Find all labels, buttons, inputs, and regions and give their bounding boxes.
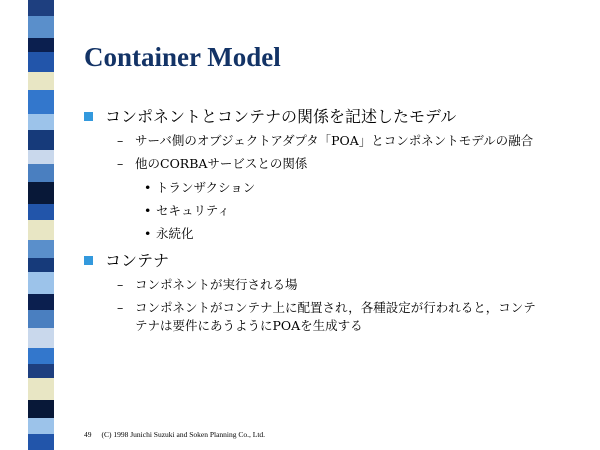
copyright-text: (C) 1998 Junichi Suzuki and Soken Planning Co., Ltd.	[101, 430, 266, 439]
stripe-segment	[28, 204, 54, 220]
stripe-segment	[28, 72, 54, 90]
stripe-segment	[28, 310, 54, 328]
sub-bullet-text: コンポネントがコンテナ上に配置され，各種設定が行われると，コンテ	[135, 300, 536, 315]
sub-bullet-text: サーバ側のオブジェクトアダプタ「POA」とコンポネントモデルの融合	[135, 133, 534, 148]
decorative-stripe	[28, 0, 54, 450]
dash-marker: –	[117, 277, 124, 292]
stripe-segment	[28, 240, 54, 258]
stripe-segment	[28, 182, 54, 204]
stripe-segment	[28, 294, 54, 310]
sub-bullet-deployment	[117, 299, 536, 317]
stripe-segment	[28, 0, 54, 16]
bullet-text: コンポネントとコンテナの関係を記述したモデル	[105, 107, 457, 126]
bullet-container	[84, 251, 169, 271]
square-bullet-icon	[84, 112, 93, 121]
stripe-segment	[28, 90, 54, 114]
dash-marker: –	[117, 133, 124, 148]
sub-sub-bullet-persistence	[144, 225, 194, 243]
page-number: 49	[84, 430, 92, 439]
slide-title: Container Model	[84, 42, 281, 72]
sub-bullet-execution-place	[117, 276, 298, 294]
stripe-segment	[28, 150, 54, 164]
square-bullet-icon	[84, 256, 93, 265]
dot-marker: •	[144, 180, 152, 195]
stripe-segment	[28, 16, 54, 38]
stripe-segment	[28, 434, 54, 450]
stripe-segment	[28, 418, 54, 434]
sub-bullet-deployment-continued: テナは要件にあうようにPOAを生成する	[135, 318, 363, 333]
sub-bullet-text: 他のCORBAサービスとの関係	[135, 156, 308, 171]
sub-bullet-corba	[117, 155, 307, 173]
sub-sub-bullet-text: 永続化	[156, 226, 194, 241]
dot-marker: •	[144, 226, 152, 241]
sub-sub-bullet-transaction	[144, 179, 255, 197]
stripe-segment	[28, 114, 54, 130]
sub-bullet-poa	[117, 132, 533, 150]
stripe-segment	[28, 130, 54, 150]
sub-sub-bullet-security	[144, 202, 230, 220]
dash-marker: –	[117, 156, 124, 171]
stripe-segment	[28, 348, 54, 364]
stripe-segment	[28, 258, 54, 272]
stripe-segment	[28, 272, 54, 294]
bullet-container-model	[84, 107, 456, 127]
sub-sub-bullet-text: トランザクション	[156, 180, 256, 195]
stripe-segment	[28, 220, 54, 240]
stripe-segment	[28, 38, 54, 52]
dot-marker: •	[144, 203, 152, 218]
stripe-segment	[28, 328, 54, 348]
stripe-segment	[28, 400, 54, 418]
stripe-segment	[28, 52, 54, 72]
stripe-segment	[28, 364, 54, 378]
slide-footer	[84, 430, 265, 439]
sub-bullet-text: コンポネントが実行される場	[135, 277, 298, 292]
stripe-segment	[28, 164, 54, 182]
stripe-segment	[28, 378, 54, 400]
dash-marker: –	[117, 300, 124, 315]
bullet-text: コンテナ	[105, 251, 170, 270]
sub-sub-bullet-text: セキュリティ	[156, 203, 230, 218]
